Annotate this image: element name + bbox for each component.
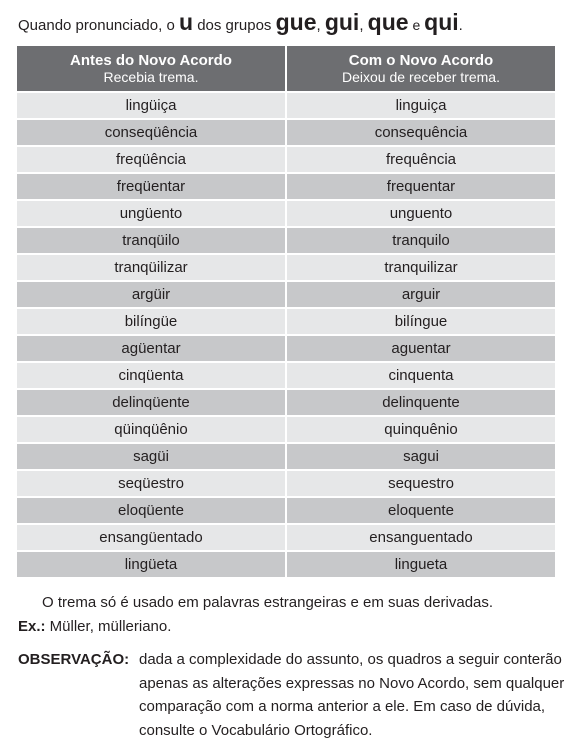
table-row <box>17 227 555 254</box>
cell-after: sagui <box>286 443 555 470</box>
intro-comma-1: , <box>316 17 325 34</box>
observation-label: OBSERVAÇÃO: <box>18 651 130 668</box>
cell-before: conseqüência <box>17 119 286 146</box>
cell-before: delinqüente <box>17 389 286 416</box>
table-row <box>17 362 555 389</box>
cell-after: tranquilizar <box>286 254 555 281</box>
table-row <box>17 470 555 497</box>
cell-after: arguir <box>286 281 555 308</box>
cell-after: tranquilo <box>286 227 555 254</box>
observation-text: dada a complexidade do assunto, os quadros a seguir conterão apenas as alterações expressas no Novo Acordo, sem qualquer comparação com a norma anterior a ele. Em caso de dúvida, consulte o Vocabulário Ortográfico. <box>139 651 565 739</box>
cell-before: sagüi <box>17 443 286 470</box>
intro-group-que: que <box>367 9 409 35</box>
cell-before: eloqüente <box>17 497 286 524</box>
cell-before: seqüestro <box>17 470 286 497</box>
cell-after: sequestro <box>286 470 555 497</box>
table-row <box>17 146 555 173</box>
cell-before: bilíngüe <box>17 308 286 335</box>
cell-before: tranqüilo <box>17 227 286 254</box>
table-row <box>17 281 555 308</box>
cell-after: eloquente <box>286 497 555 524</box>
intro-prefix: Quando pronunciado, o <box>18 17 179 34</box>
table-row <box>17 389 555 416</box>
header-after-subtitle: Deixou de receber trema. <box>342 69 500 85</box>
table-row <box>17 308 555 335</box>
cell-before: freqüência <box>17 146 286 173</box>
cell-after: unguento <box>286 200 555 227</box>
header-before <box>17 46 286 92</box>
intro-comma-2: , <box>359 17 368 34</box>
cell-after: bilíngue <box>286 308 555 335</box>
intro-group-qui: qui <box>424 9 459 35</box>
table-row <box>17 416 555 443</box>
table-row <box>17 443 555 470</box>
cell-before: argüir <box>17 281 286 308</box>
cell-after: ensanguentado <box>286 524 555 551</box>
intro-letter-u: u <box>178 9 194 35</box>
cell-before: agüentar <box>17 335 286 362</box>
cell-before: ungüento <box>17 200 286 227</box>
intro-sentence <box>18 8 578 40</box>
cell-after: lingueta <box>286 551 555 578</box>
cell-after: aguentar <box>286 335 555 362</box>
table-row <box>17 254 555 281</box>
trema-note: O trema só é usado em palavras estrangeiras e em suas derivadas. <box>42 594 494 611</box>
cell-before: ensangüentado <box>17 524 286 551</box>
cell-before: qüinqüênio <box>17 416 286 443</box>
cell-after: cinquenta <box>286 362 555 389</box>
cell-before: cinqüenta <box>17 362 286 389</box>
cell-before: lingüeta <box>17 551 286 578</box>
cell-after: frequentar <box>286 173 555 200</box>
observation-block <box>18 648 573 742</box>
cell-after: linguiça <box>286 92 555 119</box>
example-line <box>18 616 171 638</box>
header-after-title: Com o Novo Acordo <box>348 52 494 69</box>
table-row <box>17 92 555 119</box>
table-header-row <box>17 46 555 92</box>
intro-conjunction: e <box>408 17 425 33</box>
intro-middle: dos grupos <box>193 17 276 34</box>
header-before-subtitle: Recebia trema. <box>103 69 199 85</box>
table-row <box>17 119 555 146</box>
table-row <box>17 497 555 524</box>
table-row <box>17 200 555 227</box>
header-after <box>286 46 555 92</box>
trema-table <box>17 46 555 579</box>
cell-after: consequência <box>286 119 555 146</box>
example-text: Müller, mülleriano. <box>45 618 172 635</box>
intro-group-gue: gue <box>275 9 317 35</box>
intro-group-gui: gui <box>324 9 360 35</box>
table-row <box>17 173 555 200</box>
cell-after: quinquênio <box>286 416 555 443</box>
table-row <box>17 335 555 362</box>
table-row <box>17 524 555 551</box>
header-before-title: Antes do Novo Acordo <box>70 52 232 69</box>
intro-period: . <box>458 17 463 34</box>
cell-after: frequência <box>286 146 555 173</box>
cell-before: freqüentar <box>17 173 286 200</box>
example-label: Ex.: <box>18 618 46 635</box>
cell-before: lingüiça <box>17 92 286 119</box>
cell-before: tranqüilizar <box>17 254 286 281</box>
table-row <box>17 551 555 578</box>
cell-after: delinquente <box>286 389 555 416</box>
